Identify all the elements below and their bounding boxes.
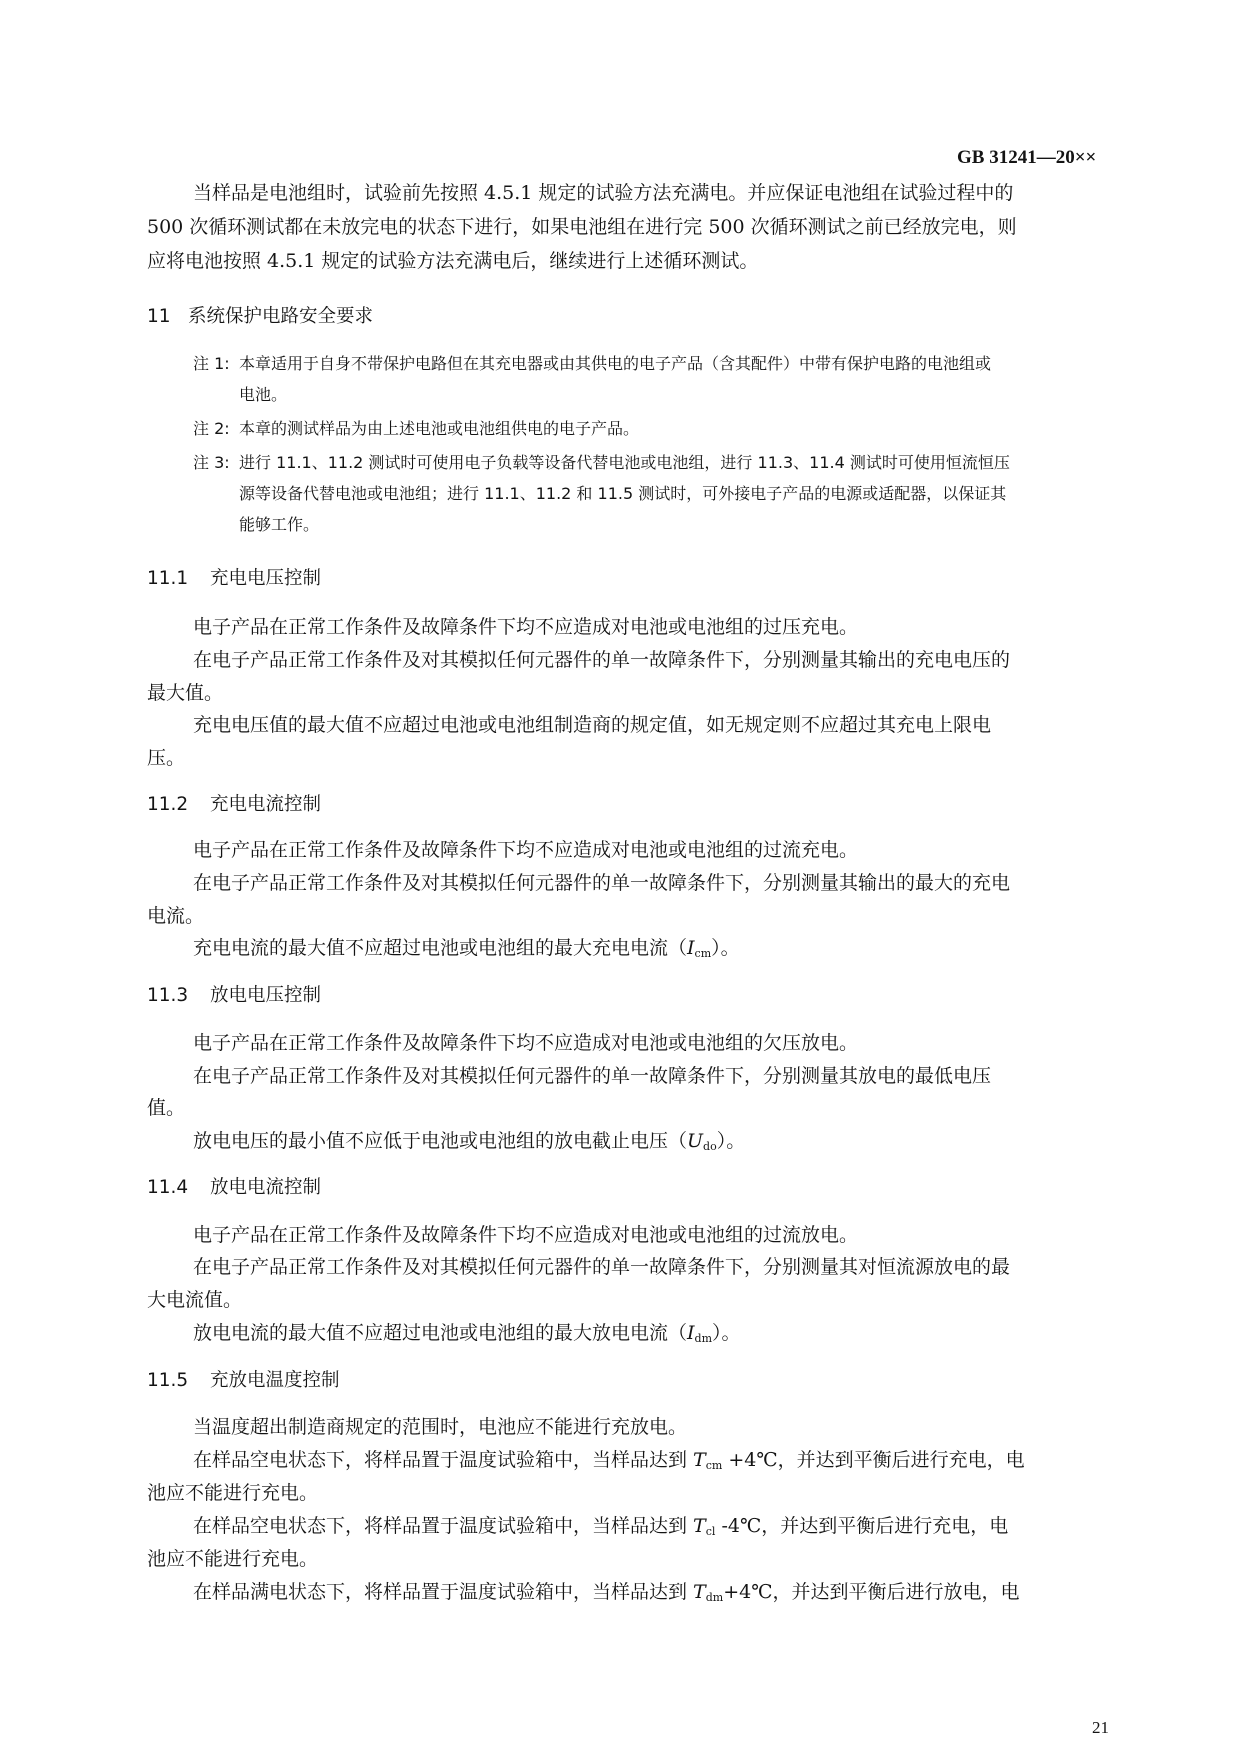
s113-line-3: 值。 [147,1097,186,1119]
section-title: 充放电温度控制 [210,1370,340,1391]
chapter-title: 系统保护电路安全要求 [188,306,374,327]
section-title: 放电电压控制 [210,985,322,1006]
s115-line-1: 当温度超出制造商规定的范围时，电池应不能进行充放电。 [193,1416,688,1438]
s113-limit: 放电电压的最小值不应低于电池或电池组的放电截止电压$(U_{do})$。 [193,1130,746,1153]
s111-line-3: 最大值。 [147,682,224,704]
s115-t2-cont: 池应不能进行充电。 [147,1548,319,1570]
chapter-number: 11 [147,306,171,327]
section-11-3-heading [147,981,321,1007]
standard-number: GB 31241—20×× [957,147,1097,168]
s111-line-4: 充电电压值的最大值不应超过电池或电池组制造商的规定值，如无规定则不应超过其充电上限电 [193,714,992,736]
s112-line-2: 在电子产品正常工作条件及对其模拟任何元器件的单一故障条件下，分别测量其输出的最大的充电 [193,872,1011,894]
note-1-line-2: 电池。 [239,385,288,404]
s115-t3-line: 在样品满电状态下，将样品置于温度试验箱中，当样品达到 $T_{dm}+4℃$，并达到平衡后进行放电，电 [193,1581,1020,1604]
s113-line-2: 在电子产品正常工作条件及对其模拟任何元器件的单一故障条件下，分别测量其放电的最低电压 [193,1065,992,1087]
note-3-line-3: 能够工作。 [239,515,320,534]
note-1-line-1: 注 1: 本章适用于自身不带保护电路但在其充电器或由其供电的电子产品（含其配件）中带有保护电路的电池组或 [193,348,991,379]
section-11-5-heading [147,1366,340,1392]
section-number: 11.4 [147,1177,189,1198]
note-3-line-2: 源等设备代替电池或电池组；进行 11.1、11.2 和 11.5 测试时，可外接电子产品的电源或适配器，以保证其 [239,484,1007,503]
s115-t2-line: 在样品空电状态下，将样品置于温度试验箱中，当样品达到 $T_{cl}$ -4℃，并达到平衡后进行充电，电 [193,1515,1009,1538]
s111-line-5: 压。 [147,747,186,769]
section-11-1-heading [147,564,321,590]
note-3-line-1: 注 3: 进行 11.1、11.2 测试时可使用电子负载等设备代替电池或电池组，进行 11.3、11.4 测试时可使用恒流恒压 [193,447,1010,478]
note-1-label: 注 1: [193,354,230,373]
section-title: 放电电流控制 [210,1177,322,1198]
intro-line-1: 当样品是电池组时，试验前先按照 4.5.1 规定的试验方法充满电。并应保证电池组在试验过程中的 [193,182,1014,204]
s112-limit: 充电电流的最大值不应超过电池或电池组的最大充电电流$(I_{cm})$。 [193,937,740,960]
section-11-4-heading [147,1173,321,1199]
section-title: 充电电流控制 [210,794,322,815]
s111-line-2: 在电子产品正常工作条件及对其模拟任何元器件的单一故障条件下，分别测量其输出的充电电压的 [193,649,1011,671]
s115-t1-cont: 池应不能进行充电。 [147,1482,319,1504]
s114-limit: 放电电流的最大值不应超过电池或电池组的最大放电电流$(I_{dm})$。 [193,1322,741,1345]
section-number: 11.3 [147,985,189,1006]
page-number: 21 [1092,1718,1109,1737]
section-number: 11.2 [147,794,189,815]
section-number: 11.5 [147,1370,189,1391]
note-3-label: 注 3: [193,453,230,472]
s114-line-2: 在电子产品正常工作条件及对其模拟任何元器件的单一故障条件下，分别测量其对恒流源放电的最 [193,1256,1011,1278]
s114-line-3: 大电流值。 [147,1289,243,1311]
section-title: 充电电压控制 [210,568,322,589]
s114-line-1: 电子产品在正常工作条件及故障条件下均不应造成对电池或电池组的过流放电。 [193,1224,859,1246]
intro-line-2: 500 次循环测试都在未放完电的状态下进行，如果电池组在进行完 500 次循环测试之前已经放完电，则 [147,216,1017,238]
chapter-heading [147,302,373,328]
note-2-line-1: 注 2: 本章的测试样品为由上述电池或电池组供电的电子产品。 [193,413,639,444]
section-number: 11.1 [147,568,189,589]
s115-t1-line: 在样品空电状态下，将样品置于温度试验箱中，当样品达到 $T_{cm}$ +4℃，并达到平衡后进行充电，电 [193,1449,1025,1472]
s112-line-3: 电流。 [147,905,205,927]
s111-line-1: 电子产品在正常工作条件及故障条件下均不应造成对电池或电池组的过压充电。 [193,616,859,638]
s112-line-1: 电子产品在正常工作条件及故障条件下均不应造成对电池或电池组的过流充电。 [193,839,859,861]
note-2-label: 注 2: [193,419,230,438]
intro-line-3: 应将电池按照 4.5.1 规定的试验方法充满电后，继续进行上述循环测试。 [147,250,759,272]
s113-line-1: 电子产品在正常工作条件及故障条件下均不应造成对电池或电池组的欠压放电。 [193,1032,859,1054]
section-11-2-heading [147,790,321,816]
